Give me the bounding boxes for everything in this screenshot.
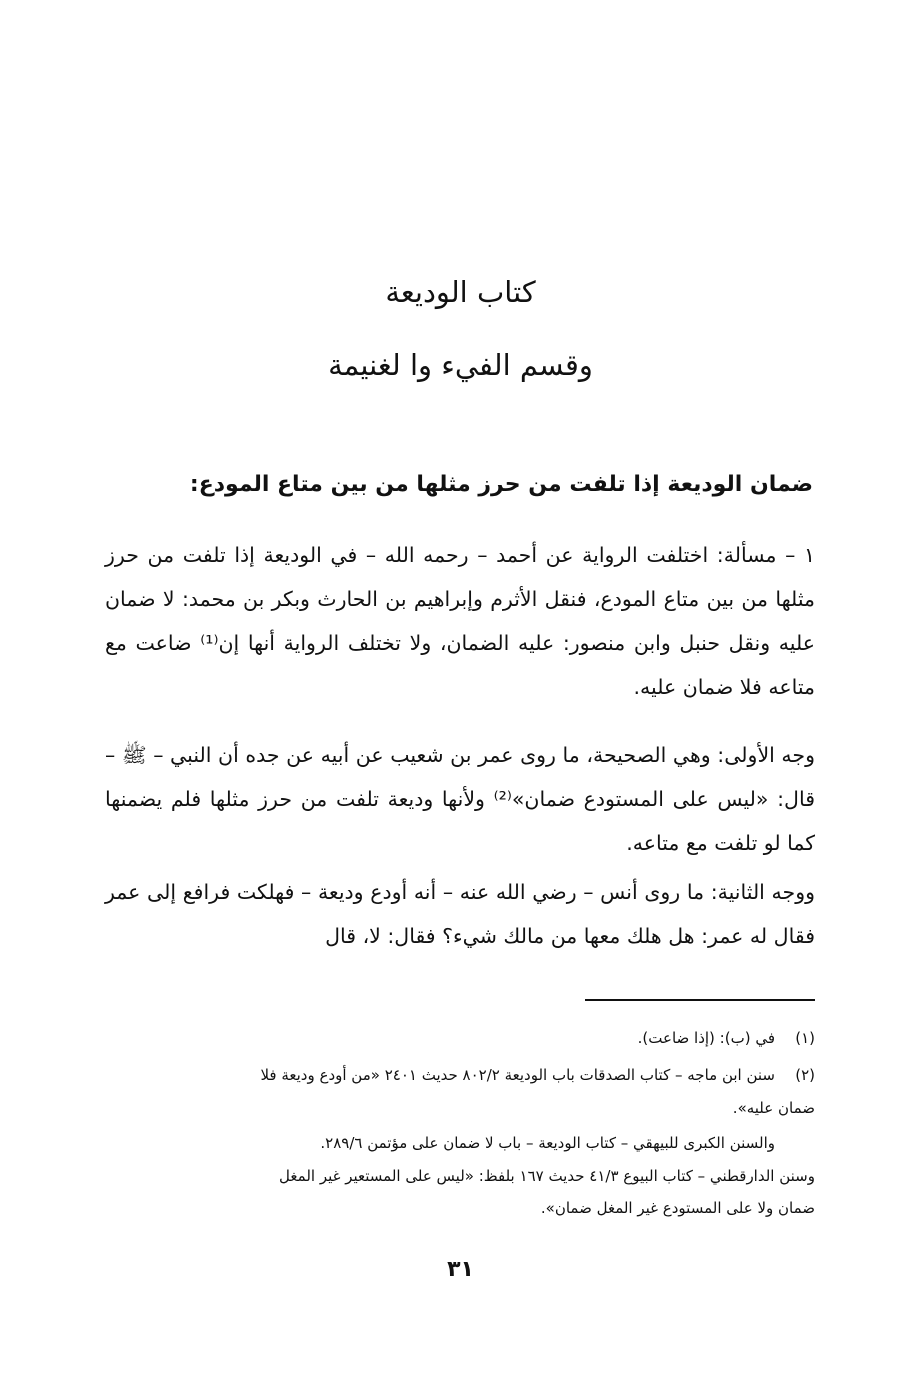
footnote-text: سنن ابن ماجه – كتاب الصدقات باب الوديعة ٨٠٢/٢ حديث ٢٤٠١ «من أودع وديعة فلا	[260, 1066, 775, 1084]
footnote-2-line-bayhaqi: والسنن الكبرى للبيهقي – كتاب الوديعة – باب لا ضمان على مؤتمن ٢٨٩/٦.	[320, 1134, 775, 1152]
paragraph-first-view: وجه الأولى: وهي الصحيحة، ما روى عمر بن شعيب عن أبيه عن جده أن النبي – ﷺ – قال: «ليس على المستودع ضمان»⁽²⁾ ولأنها وديعة تلفت من حرز مثلها فلم يضمنها كما لو تلفت مع متاعه.	[105, 743, 815, 855]
footnote-text: في (ب): (إذا ضاعت).	[637, 1029, 775, 1047]
page-number: ٣١	[447, 1257, 474, 1282]
footnote-2-line-final: ضمان ولا على المستودع غير المغل ضمان».	[540, 1199, 815, 1217]
footnote-2-line-daraqutni: وسنن الدارقطني – كتاب البيوع ٤١/٣ حديث ١٦٧ بلفظ: «ليس على المستعير غير المغل	[279, 1167, 815, 1185]
footnote-separator	[585, 999, 815, 1001]
footnote-2-continuation: ضمان عليه».	[732, 1099, 815, 1117]
book-title: كتاب الوديعة	[385, 275, 536, 309]
book-subtitle: وقسم الفيء وا لغنيمة	[328, 348, 593, 382]
paragraph-masala-1: ١ – مسألة: اختلفت الرواية عن أحمد – رحمه الله – في الوديعة إذا تلفت من حرز مثلها من بين متاع المودع، فنقل الأثرم وإبراهيم بن الحارث وبكر بن محمد: لا ضمان عليه ونقل حنبل وابن منصور: عليه الضمان، ولا تختلف الرواية أنها إن⁽¹⁾ ضاعت مع متاعه فلا ضمان عليه.	[105, 543, 815, 699]
footnote-number: (٢)	[795, 1066, 815, 1084]
paragraph-second-view: ووجه الثانية: ما روى أنس – رضي الله عنه – أنه أودع وديعة – فهلكت فرافع إلى عمر فقال له عمر: هل هلك معها من مالك شيء؟ فقال: لا، قال	[105, 880, 815, 948]
footnote-2	[105, 1060, 815, 1091]
footnote-number: (١)	[795, 1029, 815, 1047]
section-heading: ضمان الوديعة إذا تلفت من حرز مثلها من بين متاع المودع:	[189, 472, 813, 497]
footnote-1	[105, 1023, 815, 1054]
